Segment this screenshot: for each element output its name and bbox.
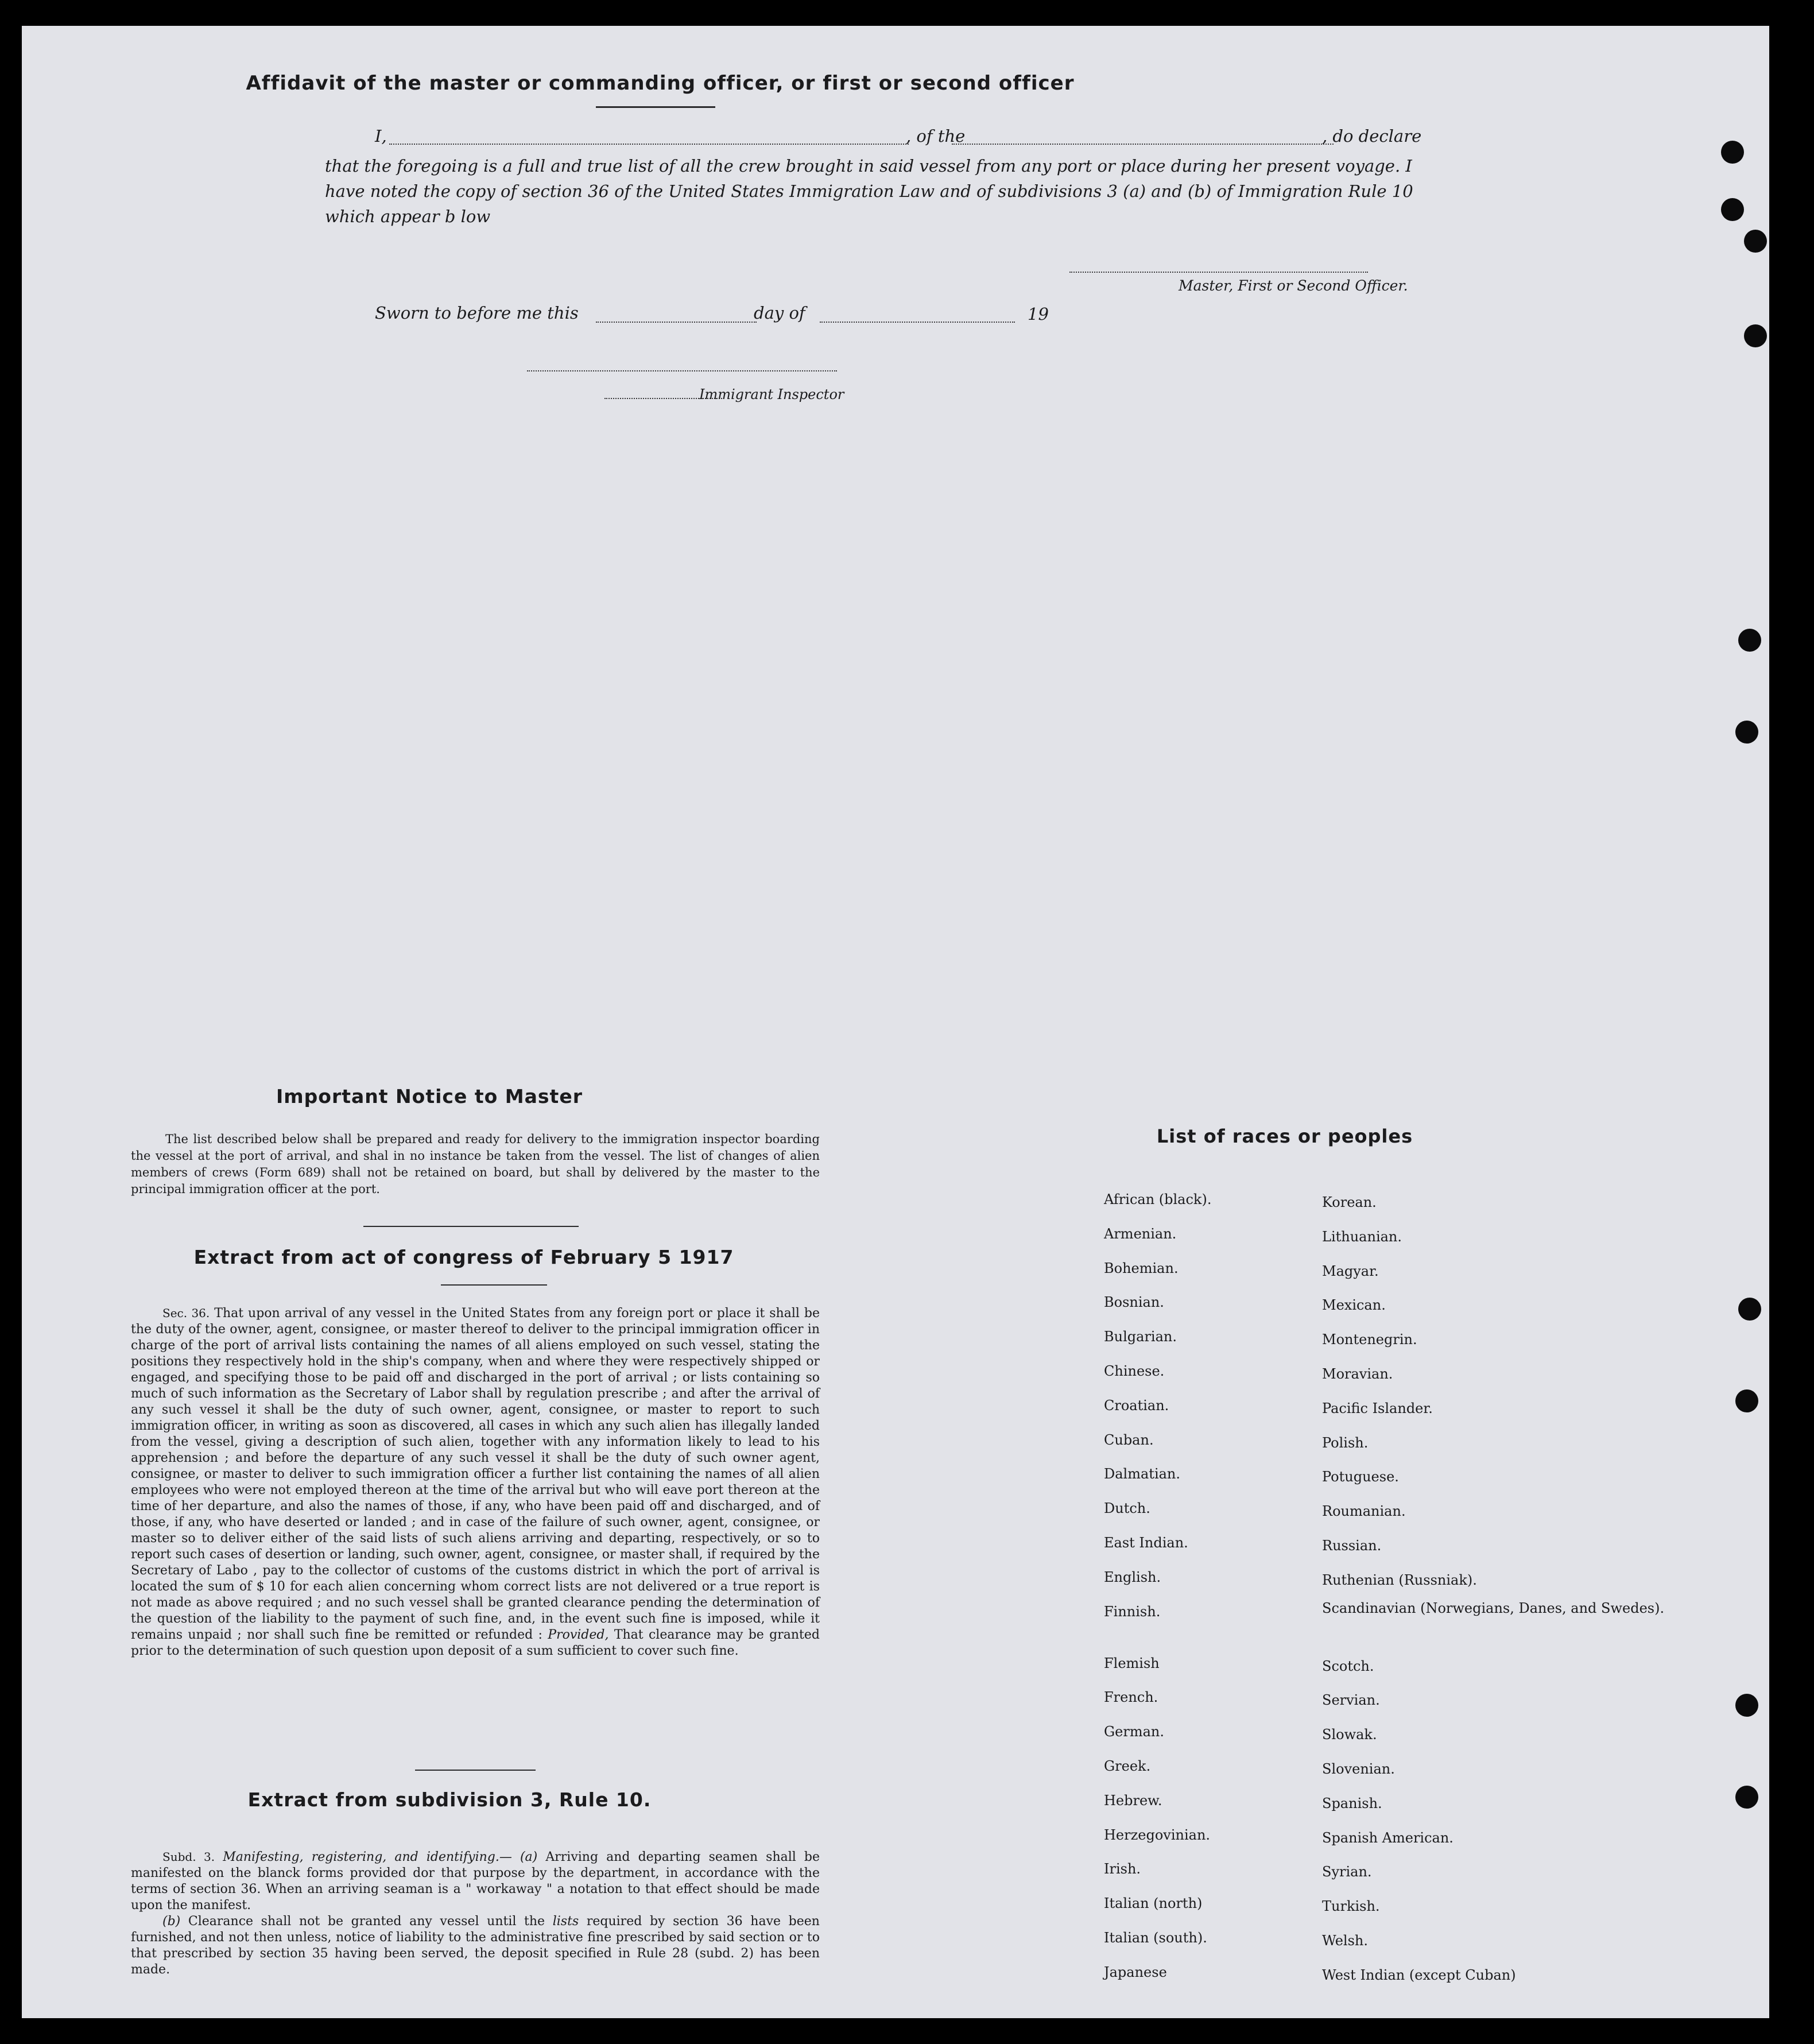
extract-rule-title: Extract from subdivision 3, Rule 10. — [247, 1788, 652, 1811]
race-item: African (black). — [1104, 1191, 1212, 1207]
race-item: Herzegovinian. — [1104, 1826, 1211, 1843]
affidavit-declare-label: , do declare — [1322, 126, 1422, 146]
extract-act-rule — [441, 1284, 547, 1286]
punch-hole — [1738, 629, 1761, 652]
race-item: Spanish. — [1322, 1795, 1382, 1811]
punch-hole — [1735, 1786, 1758, 1809]
race-item: Spanish American. — [1322, 1829, 1453, 1846]
race-item: Montenegrin. — [1322, 1331, 1417, 1348]
race-item: Irish. — [1104, 1861, 1141, 1877]
race-item: Syrian. — [1322, 1864, 1372, 1880]
race-item: Dalmatian. — [1104, 1466, 1181, 1482]
race-item: Ruthenian (Russniak). — [1322, 1571, 1477, 1588]
extract-act-end-rule — [415, 1770, 536, 1771]
subdivision-3b-text — [131, 1914, 820, 1978]
race-item: German. — [1104, 1724, 1164, 1740]
punch-hole — [1735, 1694, 1758, 1717]
subdivision-3a-text — [131, 1849, 820, 1914]
race-item: Flemish — [1104, 1655, 1160, 1671]
race-item: Greek. — [1104, 1757, 1151, 1774]
affidavit-vessel-blank[interactable] — [952, 144, 1334, 145]
punch-hole — [1735, 1389, 1758, 1412]
race-item: Scandinavian (Norwegians, Danes, and Swedes). — [1322, 1600, 1665, 1616]
race-item: Japanese — [1104, 1964, 1167, 1980]
affidavit-of-the-label: , of the — [906, 126, 966, 146]
subd-b-body-2: required by section 36 have been furnished, and not then unless, notice of liability to the administrative fine prescribed by said section or to that prescribed by section 35 having been served, the deposit specified in Rule 28 (subd. 2) has been made. — [131, 1914, 820, 1977]
race-item: Cuban. — [1104, 1431, 1154, 1448]
subd-b-lists: lists — [552, 1914, 579, 1929]
subd-heading: Manifesting, registering, and identifying.— (a) — [223, 1850, 538, 1864]
race-item: East Indian. — [1104, 1534, 1188, 1551]
race-item: Armenian. — [1104, 1225, 1177, 1242]
sworn-month-blank[interactable] — [820, 322, 1015, 323]
section-36-label: Sec. 36. — [162, 1306, 210, 1320]
race-item: Mexican. — [1322, 1297, 1386, 1314]
affidavit-title-rule — [596, 106, 715, 108]
provided-term: Provided, — [548, 1628, 609, 1642]
notice-rule — [363, 1226, 579, 1227]
race-item: Slowak. — [1322, 1726, 1377, 1743]
manifest-page — [22, 26, 1769, 2018]
race-item: Welsh. — [1322, 1932, 1368, 1949]
subd-b-label: (b) — [162, 1914, 181, 1929]
notice-title: Important Notice to Master — [276, 1085, 583, 1108]
section-36-body: That upon arrival of any vessel in the United States from any foreign port or place it shall be the duty of the owner, agent, consignee, or master thereof to deliver to the principal immigration officer in charge of the port of arrival lists containing the names of all aliens employed on such vessel, stating the positions they respectively hold in the ship's company, when and where they were respectively shipped or engaged, and specifying those to be paid off and discharged in the port of arrival ; or lists containing so much of such information as the Secretary of Labor shall by regulation prescribe ; and after the arrival of any such vessel it shall be the duty of such owner, agent, consignee, or master to report to such immigration officer, in writing as soon as discovered, all cases in which any such alien has illegally landed from the vessel, giving a description of such alien, together with any information likely to lead to his apprehension ; and before the departure of any such vessel it shall be the duty of such owner agent, consignee, or master to deliver to such immigration officer a further list containing the names of all alien employees who were not employed thereon at the time of the arrival but who will eave port thereon at the time of her departure, and also the names of those, if any, who have been paid off and discharged, and of those, if any, who have deserted or landed ; and in case of the failure of such owner, agent, consignee, or master so to deliver either of the said lists of such aliens arriving and departing, respectively, or so to report such cases of desertion or landing, such owner, agent, consignee, or master shall, if required by the Secretary of Labo , pay to the collector of customs of the customs district in which the port of arrival is located the sum of $ 10 for each alien concerning whom correct lists are not delivered or a true report is not made as above required ; and no such vessel shall be granted clearance pending the determination of the question of the liability to the payment of such fine, and, in the event such fine is imposed, while it remains unpaid ; nor shall such fine be remitted or refunded : — [131, 1306, 820, 1642]
section-36-text — [131, 1305, 820, 1659]
race-item: Italian (north) — [1104, 1895, 1203, 1912]
subd-b-body-1: Clearance shall not be granted any vessel until the — [188, 1914, 545, 1929]
race-item: Chinese. — [1104, 1362, 1165, 1379]
race-item: Potuguese. — [1322, 1469, 1399, 1485]
inspector-signature-blank[interactable] — [527, 370, 837, 371]
races-right-column — [1322, 1186, 1664, 1993]
race-item: Russian. — [1322, 1537, 1382, 1554]
signature-label: Master, First or Second Officer. — [1179, 277, 1408, 294]
race-item: English. — [1104, 1569, 1161, 1585]
race-item: Dutch. — [1104, 1500, 1150, 1517]
race-item: Polish. — [1322, 1434, 1369, 1451]
punch-hole — [1721, 198, 1744, 221]
race-item: Hebrew. — [1104, 1792, 1162, 1809]
subd-a-body: Arriving and departing seamen shall be manifested on the blanck forms provided dor that purpose by the department, in accordance with the terms of section 36. When an arriving seaman is a " workaway " a notation to that effect should be made upon the manifest. — [131, 1850, 820, 1913]
races-title: List of races or peoples — [1156, 1125, 1413, 1147]
race-item: Pacific Islander. — [1322, 1400, 1433, 1416]
race-item: Korean. — [1322, 1194, 1377, 1210]
race-item: Bulgarian. — [1104, 1329, 1177, 1345]
punch-hole — [1738, 1298, 1761, 1321]
race-item: Italian (south). — [1104, 1929, 1207, 1946]
sworn-prefix: Sworn to before me this — [375, 303, 579, 323]
affidavit-text: that the foregoing is a full and true list of all the crew brought in said vessel from any port or place during her present voyage. I have noted the copy of section 36 of the United States Immigration Law and of subdivisions 3 (a) and (b) of Immigration Rule 10 which appear b low — [325, 156, 1413, 226]
affidavit-title: Affidavit of the master or commanding officer, or first or second officer — [246, 72, 1075, 95]
race-item: West Indian (except Cuban) — [1322, 1966, 1516, 1983]
section-36-body-end: That clearance may be granted prior to the determination of such question upon deposit of a sum sufficient to cover such fine. — [131, 1628, 820, 1658]
sworn-year: 19 — [1028, 304, 1049, 324]
sworn-day-blank[interactable] — [596, 322, 757, 323]
punch-hole — [1744, 324, 1767, 347]
race-item: Slovenian. — [1322, 1760, 1395, 1777]
race-item: Turkish. — [1322, 1898, 1380, 1915]
race-item: Magyar. — [1322, 1263, 1379, 1279]
race-item: Bosnian. — [1104, 1294, 1164, 1311]
punch-hole — [1735, 721, 1758, 744]
race-item: Lithuanian. — [1322, 1228, 1402, 1245]
punch-hole — [1721, 141, 1744, 164]
race-item: Finnish. — [1104, 1603, 1161, 1620]
signature-blank[interactable] — [1069, 272, 1368, 273]
race-item: Servian. — [1322, 1692, 1380, 1709]
races-left-column — [1104, 1183, 1211, 1990]
extract-act-title: Extract from act of congress of February 5 1917 — [193, 1246, 734, 1268]
subd-label: Subd. 3. — [162, 1850, 215, 1864]
race-item: Bohemian. — [1104, 1260, 1179, 1276]
punch-hole — [1744, 230, 1767, 253]
race-item: Scotch. — [1322, 1658, 1374, 1674]
race-item: Roumanian. — [1322, 1503, 1406, 1520]
affidavit-name-blank[interactable] — [389, 144, 909, 145]
inspector-label: Immigrant Inspector — [699, 386, 844, 402]
race-item: Croatian. — [1104, 1397, 1169, 1414]
affidavit-i-label: I, — [375, 126, 387, 146]
sworn-day-of: day of — [754, 303, 805, 323]
race-item: Moravian. — [1322, 1365, 1393, 1382]
race-item: French. — [1104, 1689, 1158, 1706]
notice-text: The list described below shall be prepared and ready for delivery to the immigration inspector boarding the vessel at the port of arrival, and shal in no instance be taken from the vessel. The list of changes of alien members of crews (Form 689) shall not be retained on board, but shall by delivered by the master to the principal immigration officer at the port. — [131, 1132, 820, 1196]
subdivision-3-block — [131, 1849, 820, 1978]
